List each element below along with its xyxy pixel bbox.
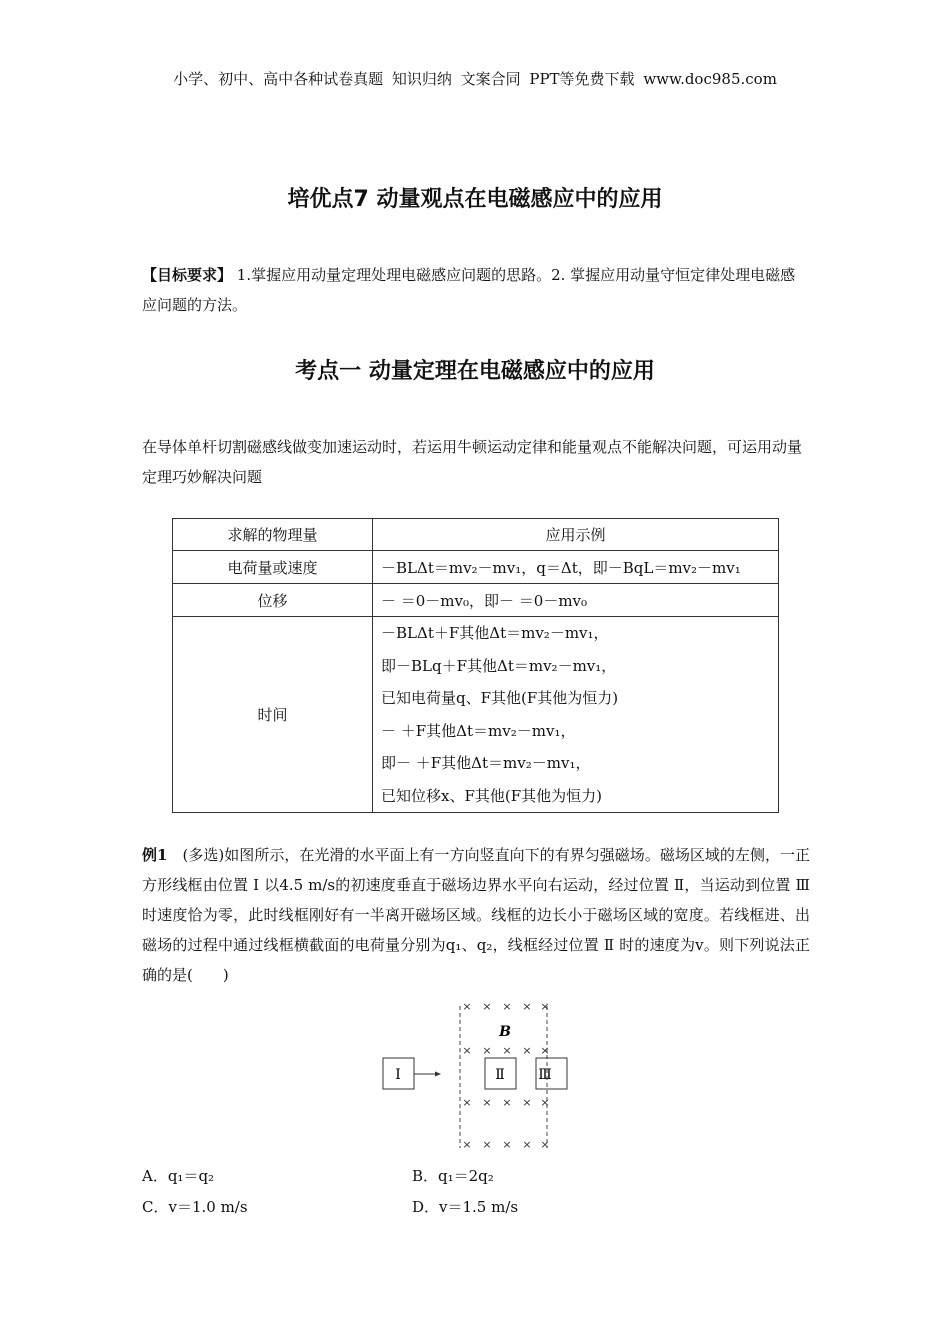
option-d[interactable]: D．v＝1.5 m/s (412, 1198, 519, 1216)
label-position-2: Ⅱ (495, 1067, 505, 1083)
cross-mark: × (522, 1138, 532, 1151)
option-c[interactable]: C．v＝1.0 m/s (142, 1198, 248, 1216)
goal-text: 1.掌握应用动量定理处理电磁感应问题的思路。2. 掌握应用动量守恒定律处理电磁感应问题的方法。 (142, 266, 796, 314)
goal-label: 【目标要求】 (142, 266, 233, 284)
formula-line: －BLΔt＋F其他Δt＝mv₂－mv₁， (381, 624, 609, 642)
example-cell: － ＝0－mv₀，即－ ＝0－mv₀ (373, 584, 779, 617)
quantity-cell: 时间 (173, 617, 373, 813)
header-cell: 应用示例 (373, 519, 779, 551)
cross-mark: × (522, 1000, 532, 1013)
page-title: 培优点7 动量观点在电磁感应中的应用 (287, 187, 663, 212)
application-table (172, 518, 779, 813)
label-position-3: Ⅲ (538, 1067, 552, 1083)
cross-mark: × (540, 1044, 550, 1057)
cross-mark: × (482, 1096, 492, 1109)
option-b[interactable]: B．q₁＝2q₂ (412, 1167, 494, 1185)
magnetic-field-figure (375, 998, 580, 1153)
quantity-cell: 电荷量或速度 (173, 551, 373, 584)
example-cell (373, 617, 779, 813)
cross-mark: × (462, 1138, 472, 1151)
formula-line: － ＋F其他Δt＝mv₂－mv₁， (381, 721, 576, 740)
cross-mark: × (502, 1044, 512, 1057)
page-header: 小学、初中、高中各种试卷真题 知识归纳 文案合同 PPT等免费下载 www.doc985.com (173, 70, 777, 88)
example-cell: －BLΔt＝mv₂－mv₁，q＝Δt，即－BqL＝mv₂－mv₁ (373, 551, 779, 584)
cross-mark: × (502, 1096, 512, 1109)
quantity-cell: 位移 (173, 584, 373, 617)
cross-mark: × (482, 1044, 492, 1057)
cross-mark: × (482, 1000, 492, 1013)
formula-line: 已知位移x、F其他(F其他为恒力) (381, 786, 602, 805)
cross-mark: × (540, 1096, 550, 1109)
example-text: (多选)如图所示，在光滑的水平面上有一方向竖直向下的有界匀强磁场。磁场区域的左侧，一正方形线框由位置 Ⅰ 以4.5 m/s的初速度垂直于磁场边界水平向右运动，经过位置 Ⅱ，当运动到位置 Ⅲ 时速度恰为零，此时线框刚好有一半离开磁场区域。线框的边长小于磁场区域的宽度。若线框进、出磁场的过程中通过线框横截面的电荷量分别为q₁、q₂，线框经过位置 Ⅱ 时的速度为v。则下列说法正确的是( ) (142, 846, 811, 984)
goal-paragraph (142, 260, 810, 320)
header-cell: 求解的物理量 (173, 519, 373, 551)
option-a[interactable]: A．q₁＝q₂ (142, 1167, 215, 1185)
formula-line: 已知电荷量q、F其他(F其他为恒力) (381, 689, 619, 707)
cross-mark: × (522, 1044, 532, 1057)
arrow-head-icon (435, 1072, 441, 1077)
field-label: B (499, 1024, 511, 1040)
cross-mark: × (462, 1044, 472, 1057)
cross-mark: × (540, 1138, 550, 1151)
example-paragraph (142, 840, 810, 990)
example-label: 例1 (142, 846, 168, 864)
cross-mark: × (462, 1000, 472, 1013)
table-row (173, 617, 779, 813)
cross-mark: × (482, 1138, 492, 1151)
cross-mark: × (522, 1096, 532, 1109)
formula-line: 即－BLq＋F其他Δt＝mv₂－mv₁， (381, 656, 617, 675)
cross-mark: × (540, 1000, 550, 1013)
cross-mark: × (502, 1138, 512, 1151)
formula-line: 即－ ＋F其他Δt＝mv₂－mv₁， (381, 754, 591, 772)
section-title: 考点一 动量定理在电磁感应中的应用 (295, 359, 655, 384)
cross-mark: × (502, 1000, 512, 1013)
table-row (173, 584, 779, 617)
cross-mark: × (462, 1096, 472, 1109)
intro-paragraph: 在导体单杆切割磁感线做变加速运动时，若运用牛顿运动定律和能量观点不能解决问题，可运用动量定理巧妙解决问题 (142, 438, 803, 486)
label-position-1: Ⅰ (395, 1067, 401, 1083)
table-row (173, 551, 779, 584)
table-header-row (173, 519, 779, 551)
